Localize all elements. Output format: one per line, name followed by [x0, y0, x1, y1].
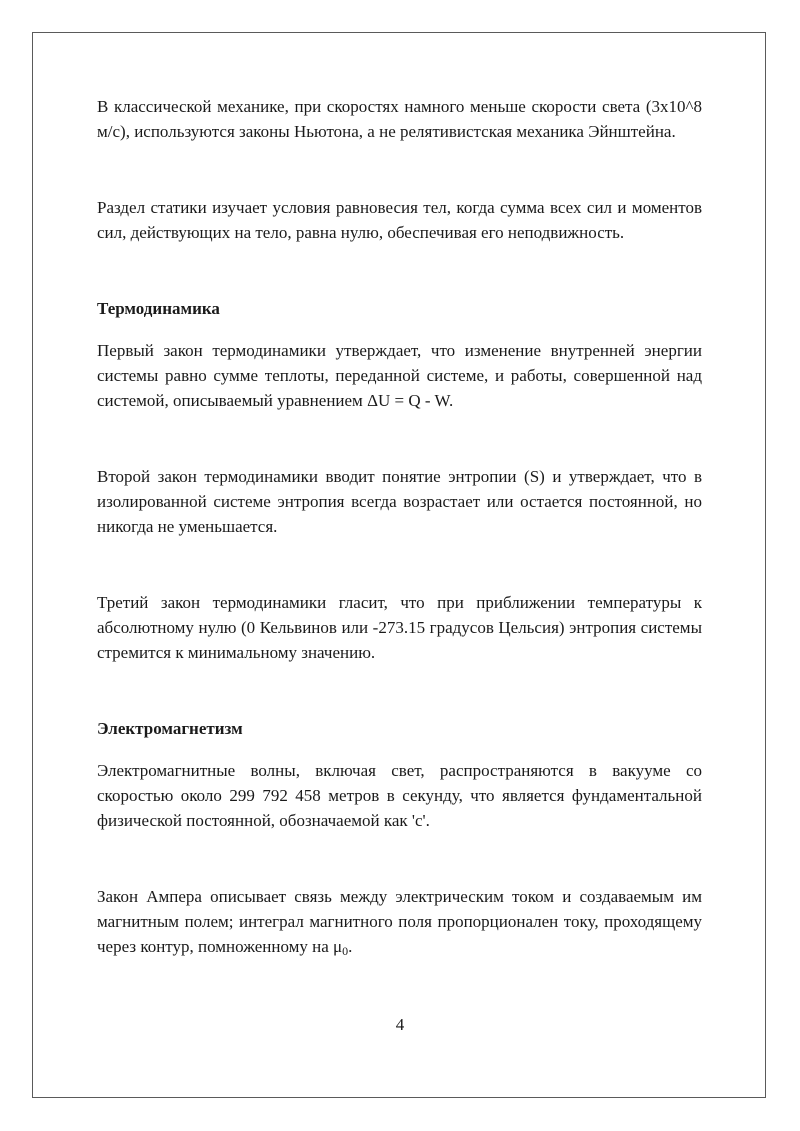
page-number: 4 [395, 1015, 405, 1034]
heading-electromagnetism: Электромагнетизм [97, 719, 243, 738]
paragraph-em-waves: Электромагнитные волны, включая свет, распространяются в вакууме со скоростью около 299 792 458 метров в секунду, что является фундаментальной физической постоянной, обозначаемой как 'c'. [97, 761, 702, 830]
paragraph-first-law: Первый закон термодинамики утверждает, что изменение внутренней энергии системы равно сумме теплоты, переданной системе, и работы, совершенной над системой, описываемый уравнением ΔU = Q - W. [97, 341, 702, 410]
paragraph-ampere-law [97, 884, 702, 964]
mu-subscript: 0 [342, 944, 349, 958]
paragraph-second-law: Второй закон термодинамики вводит понятие энтропии (S) и утверждает, что в изолированной системе энтропия всегда возрастает или остается постоянной, но никогда не уменьшается. [97, 467, 702, 536]
paragraph-third-law: Третий закон термодинамики гласит, что при приближении температуры к абсолютному нулю (0 Кельвинов или -273.15 градусов Цельсия) энтропия системы стремится к минимальному значению. [97, 593, 702, 662]
heading-thermodynamics: Термодинамика [97, 299, 220, 318]
paragraph-statics: Раздел статики изучает условия равновесия тел, когда сумма всех сил и моментов сил, действующих на тело, равна нулю, обеспечивая его неподвижность. [97, 198, 702, 242]
ampere-law-end: . [348, 937, 353, 956]
paragraph-classical-mechanics: В классической механике, при скоростях намного меньше скорости света (3x10^8 м/с), используются законы Ньютона, а не релятивистская механика Эйнштейна. [97, 97, 702, 141]
ampere-law-text: Закон Ампера описывает связь между электрическим током и создаваемым им магнитным полем; интеграл магнитного поля пропорционален току, проходящему через контур, помноженному на μ [97, 887, 702, 956]
page-content [97, 94, 702, 964]
